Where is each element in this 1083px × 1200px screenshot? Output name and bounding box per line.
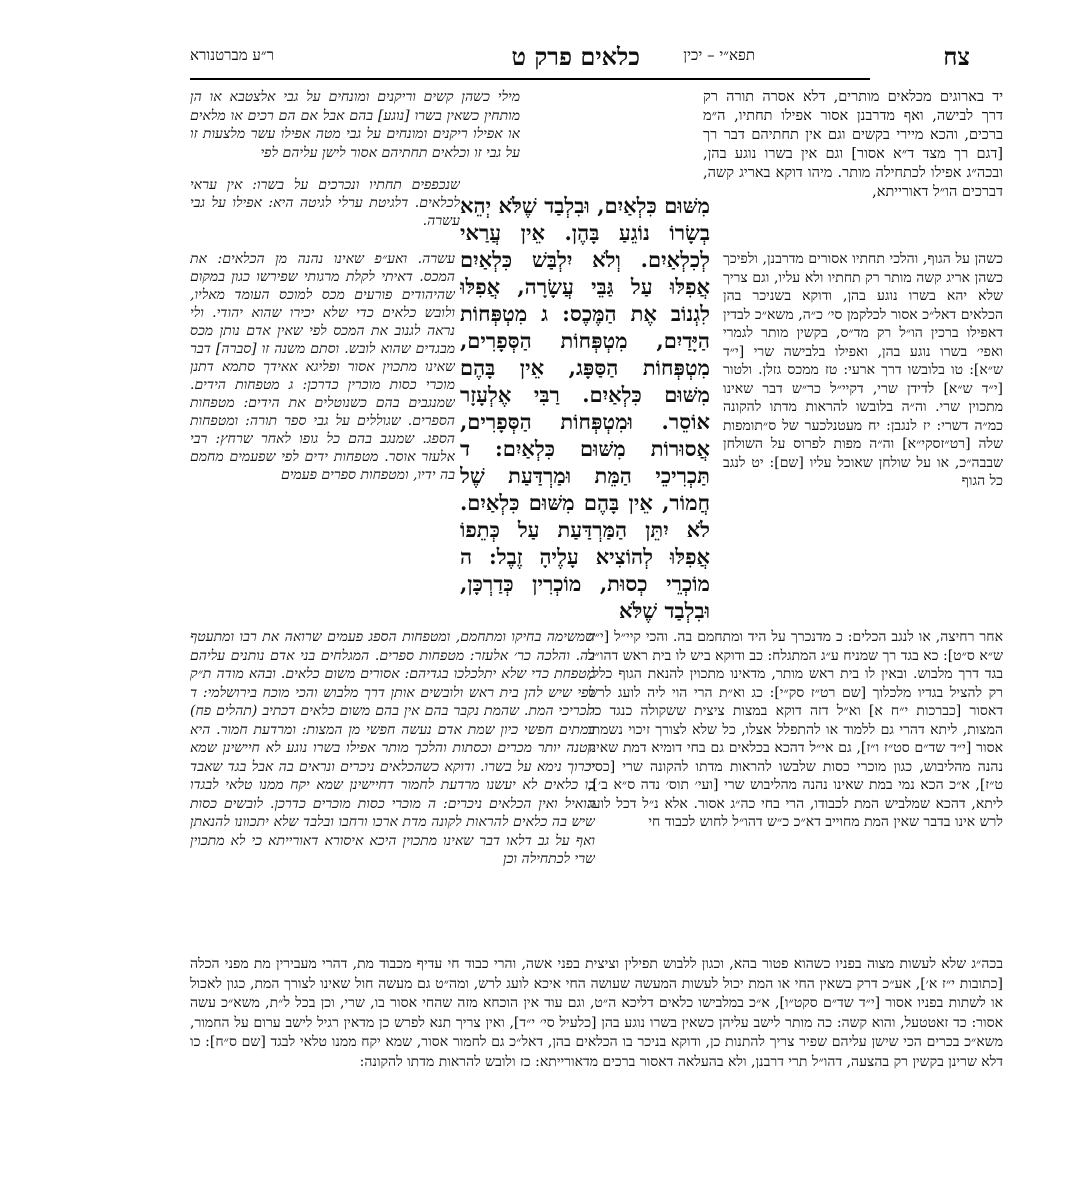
page-header xyxy=(190,42,970,80)
yachin-commentary-bottom xyxy=(190,955,1003,1180)
bartenura-commentary-lower xyxy=(190,628,595,948)
header-subtitle: תפא״י – יכין xyxy=(683,46,755,64)
yachin-commentary-lower xyxy=(588,628,1003,948)
mishna-text-block xyxy=(460,192,710,624)
yachin-text-top: יד בארוגים מכלאים מותרים, דלא אסרה תורה רק דרך לבישה, ואף מדרבנן אסור אפילו תחתיו, ה״מ ברכים, והכא מיירי בקשים וגם אין תחתיהם דבר רך [דגם רך מצד ד״א אסור] וגם אין בשרו נוגע בהן, ובכה״ג אפילו לכתחילה מותר. מיהו דוקא באריג קשה, דברכים הו״ל דאורייתא, xyxy=(703,89,1003,200)
bartenura-text-lower: שמשימה בחיקו ומתחמם, ומטפחות הספג פעמים שרואה את רבו ומתעטף בה. והלכה כר׳ אלעזר: מטפחות ספרים. המגלחים בני אדם נותנים עליהם מטפחת כדי שלא יתלכלכו בגדיהם: אסורים משום כלאים. ובהא מודה ת״ק לפי שיש להן בית ראש ולובשים אותן דרך מלבוש והכי מוכח בירושלמי: ד תכריכי המת. שהמת נקבר בהם אין בהם משום כלאים דכתיב (תהלים פח) במתים חפשי כיון שמת אדם נעשה חפשי מן המצות: ומרדעת חמור. היא קטנה יותר מכרים וכסתות והלכך מותר אפילו בשרו נוגע לא חיישינן שמא יכרוך נימא על בשרו. ודוקא כשהכלאים ניכרים ונראים בה אבל בגד שאבד בו כלאים לא יעשנו מרדעת לחמור דחיישינן שמא יקח ממנו טלאי לבגדו הואיל ואין הכלאים ניכרים: ה מוכרי כסות מוכרים כדרכן. לובשים כסות שיש בה כלאים להראות לקונה מדת ארכו ורחבו ובלבד שלא יתכוונו להנאתן ואף על גב דלאו דבר שאינו מתכוין היכא איסורא דאורייתא כי לא מתכוין שרי לכתחילה וכן xyxy=(190,629,595,867)
yachin-commentary-mid xyxy=(723,250,1003,625)
page-number: צח xyxy=(943,42,970,71)
bartenura-text-top2: שנכפפים תחתיו ונכרכים על בשרו: אין עראי לכלאים. דלגיטת ערלי לגיטה היא: אפילו על גבי עשרה. xyxy=(190,177,460,229)
commentary-title: ר״ע מברטנורא xyxy=(190,46,274,64)
yachin-text-lower: אחר רחיצה, או לנגב הכלים: כ מדנכרך על היד ומתחמם בה. והכי קיי״ל [י״ד ש״א ס״ט]: כא בגד רך שמניח ע״ג המתגלח: כב ודוקא ביש לו בית ראש דהו״ל בגד דרך מלבוש. ובאין לו בית ראש מותר, מדאינו מתכוין להנאת הגוף כלל, רק להציל בגדיו מלכלוך [שם רט״ז סק״י]: כג וא״ת הרי הוי ליה לועג לרש דאסור [כברכות י״ח א] וא״ל דזה דוקא במצות ציצית ששקולה כנגד כל המצות, ליתא דהרי גם ללמוד או להתפלל אצלו, כל שלא לצורך זיכוי נשמתו אסור [י״ד שד״ם סט״ז ו״ז], גם אי״ל דהכא בכלאים גם בחי דומיא דמת שאינו נהנה מהליבוש, כגון מוכרי כסות שלבשו להראות מדתו להקונה שרי [כסי׳ ט״ז], א״כ הכא נמי במת שאינו נהנה מהליבוש שרי [ועי׳ תוס׳ נדה ס״א ב׳], ליתא, דהכא שמלביש המת לכבודו, הרי בחי כה״ג אסור. אלא נ״ל דכל לועג לרש אינו בדבר שאין המת מחוייב דא״כ כ״ש דהו״ל לחוש לכבוד חי xyxy=(588,629,1003,830)
yachin-text-bottom: בכה״ג שלא לעשות מצוה בפניו כשהוא פטור בהא, וכגון ללבוש תפילין וציצית בפני אשה, והרי כבוד חי עדיף מכבוד מת, דהרי מעבירין מת מפני הכלה [כתובות י״ז א׳], אע״כ דרק בשאין החי או המת יכול לעשות המעשה שעושה החי איכא לועג לרש, ומה״ט גם מעשה חול שאינו לצורך המת, כגון לאכול או לשתות בפניו אסור [י״ד שד״ם סקט״ו], א״כ במלבישו כלאים דליכא ה״ט, וגם עוד אין הוכחא מזה שהחי אסור בו, שרי, וכן בכל ל״ת, משא״כ עשה אסור: כד זאטטעל, והוא קשה: כה מותר לישב עליהן כשאין בשרו נוגע בהן [כלעיל סי׳ י״ד], ואין צריך תנא לפרש כן מדאין רגיל לישב ערום על החמור, משא״כ בכרים הכי שישן עליהם שפיר צריך להתנות כן, ודוקא בניכר בו הכלאים בהן, דאל״כ גם לחמור אסור, שמא יקח ממנו טלאי לבגד [שם ס״ח]: כו דלא שרינן בקשין רק בהצעה, דהו״ל תרי דרבנן, ולא בהעלאה דאסור ברכים מדאורייתא: כז ולובש להראות מדתו להקונה: xyxy=(190,956,1003,1070)
yachin-text-mid: כשהן על הגוף, והלכי תחתיו אסורים מדרבנן, ולפיכך כשהן אריג קשה מותר רק תחתיו ולא עליו, וגם צריך שלא יהא בשרו נוגע בהן, ודוקא בשניכר בהן הכלאים דאל״כ אסור לכלקמן סי׳ כ״ה, משא״כ לבדין דאפילו ברכין הו״ל רק מד״ס, בקשין מותר לגמרי ואפי׳ בשרו נוגע בהן, ואפילו בלבישה שרי [י״ד ש״א]: טו בלובשו דרך ארעי: טז ממכס גזלן. ולטור [י״ד ש״א] לדידן שרי, דקיי״ל כר״ש דבר שאינו מתכוין שרי. וה״ה בלובשו להראות מדתו להקונה כמ״ה דשרי: יז לנגבן: יח מעטנלכער של ס״תומפות שלה [רט״זסקי״א] וה״ה מפות לפרוס על השולחן שבבה״כ, או על שולחן שאוכל עליו [שם]: יט לנגב כל הגוף xyxy=(723,251,1003,489)
bartenura-commentary-top2 xyxy=(190,176,460,246)
bartenura-commentary-mid xyxy=(190,250,455,620)
bartenura-text-top: מילי כשהן קשים וריקנים ומונחים על גבי אלצטבא או הן מותחין כשאין בשרו [נוגע] בהם אבל אם הם רכים או מלאים או אפילו ריקנים ומונחים על גבי מטה אפילו עשר מלצעות זו על גבי זו וכלאים תחתיהם אסור לישן עליהם לפי xyxy=(190,89,520,161)
bartenura-text-mid: עשרה. ואע״פ שאינו נהנה מן הכלאים: את המכס. דאיתי לקלת מרגותי שפירשו כגון במקום שהיהודים פורעים מכס למוכס העומד מאליו, ולובש כלאים כדי שלא יכירו שהוא יהודי. ולי נראה לגנוב את המכס לפי שאין אדם נותן מכס מבגדים שהוא לובש. וסתם משנה זו [סברה] דבר שאינו מתכוין אסור ופליגא אאידך סתמא דתנן מוכרי כסות מוכרין כדרכן: ג מטפחות הידים. שמנגבים בהם כשנוטלים את הידים: מטפחות הספרים. שגוללים על גבי ספר תורה: ומטפחות הספג. שמנגב בהם כל גופו לאחר שרחץ: רבי אלעזר אוסר. מטפחות ידים לפי שפעמים מחמם בה ידיו, ומטפחות ספרים פעמים xyxy=(190,251,455,483)
bartenura-commentary-top xyxy=(190,88,520,178)
yachin-commentary-top xyxy=(703,88,1003,238)
tractate-title: כלאים פרק ט xyxy=(511,42,640,71)
mishna-text: מִשּׁוּם כִּלְאַיִם, וּבִלְבַד שֶׁלֹּא יְהֵא בְשָׂרוֹ נוֹגֵעַ בָּהֶן. אֵין עֲרַאי לְכִלְאַיִם. וְלֹא יִלְבַּשׁ כִּלְאַיִם אֲפִלּוּ עַל גַּבֵּי עֲשָׂרָה, אֲפִלּוּ לִגְנוֹב אֶת הַמֶּכֶס: ג מִטְפְּחוֹת הַיָּדַיִם, מִטְפְּחוֹת הַסְּפָרִים, מִטְפְּחוֹת הַסַּפָּג, אֵין בָּהֶם מִשּׁוּם כִּלְאַיִם. רַבִּי אֶלְעָזָר אוֹסֵר. וּמִטְפְּחוֹת הַסְּפָרִים, אֲסוּרוֹת מִשּׁוּם כִּלְאַיִם: ד תַּכְרִיכֵי הַמֵּת וּמַרְדַּעַת שֶׁל חֲמוֹר, אֵין בָּהֶם מִשּׁוּם כִּלְאַיִם. לֹא יִתֵּן הַמַּרְדַּעַת עַל כְּתֵפוֹ אֲפִלּוּ לְהוֹצִיא עָלֶיהָ זֶבֶל: ה מוֹכְרֵי כְסוּת, מוֹכְרִין כְּדַרְכָּן, וּבִלְבַד שֶׁלֹּא xyxy=(460,193,710,623)
